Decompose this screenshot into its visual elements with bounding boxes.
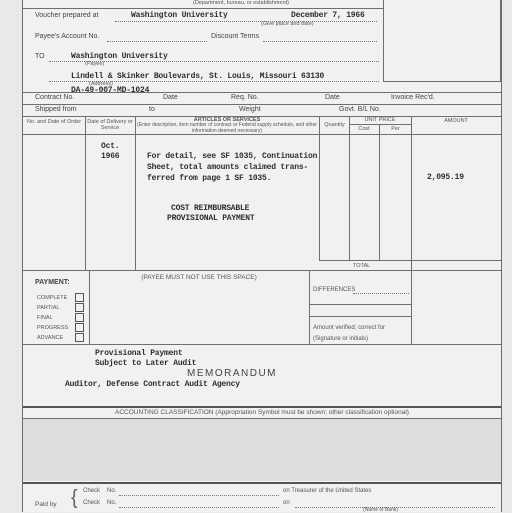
to-label: TO: [35, 53, 45, 60]
complete-checkbox[interactable]: [75, 293, 84, 302]
payment-option-complete: COMPLETE: [37, 295, 68, 301]
payment-option-partial: PARTIAL: [37, 305, 60, 311]
amount-verified-label: Amount verified; correct for: [313, 325, 386, 331]
memo-typed-line-2: Subject to Later Audit: [95, 359, 197, 368]
govt-bl-label: Govt. B/L No.: [339, 106, 381, 113]
payment-option-advance: ADVANCE: [37, 335, 64, 341]
brace-glyph: {: [71, 487, 78, 509]
col-header-cost: Cost: [358, 126, 370, 132]
shipped-from-label: Shipped from: [35, 106, 77, 113]
delivery-month: Oct.: [101, 142, 120, 151]
paid-by-label: Paid by: [35, 501, 57, 508]
check-label-2: Check: [83, 500, 101, 506]
check-no-label-1: No.: [107, 488, 117, 494]
memo-typed-line-3: Auditor, Defense Contract Audit Agency: [65, 380, 240, 389]
col-header-delivery: Date of Delivery or Service: [87, 119, 133, 131]
voucher-prepared-at-label: Voucher prepared at: [35, 12, 99, 19]
voucher-form: [22, 0, 502, 512]
col-header-articles: ARTICLES OR SERVICES: [193, 117, 261, 123]
name-of-bank-caption: (Name of Bank): [363, 507, 399, 513]
payee-caption: (Payee): [85, 61, 105, 67]
address-caption: (Address): [89, 81, 113, 87]
payment-label: PAYMENT:: [35, 279, 70, 286]
col-header-quantity: Quantity: [324, 122, 345, 128]
dept-caption: (Department, bureau, or establishment): [193, 0, 289, 6]
on-label: on: [283, 500, 290, 506]
partial-checkbox[interactable]: [75, 303, 84, 312]
weight-label: Weight: [239, 106, 261, 113]
col-header-amount: AMOUNT: [444, 118, 468, 124]
col-header-per: Per: [391, 126, 400, 132]
col-header-articles-sub: (Enter description, item number of contract or Federal supply schedule, and other information deemed necessary): [137, 122, 317, 134]
contract-no-label: Contract No.: [35, 94, 75, 101]
cost-reimbursable: COST REIMBURSABLE: [171, 204, 250, 213]
invoice-recd-label: Invoice Rec'd.: [391, 94, 435, 101]
payee-address: Lindell & Skinker Boulevards, St. Louis, Missouri 63130: [71, 72, 325, 81]
payee-name: Washington University: [71, 52, 168, 61]
signature-label: (Signature or initials): [313, 336, 369, 342]
check-no-label-2: No.: [107, 500, 117, 506]
accounting-classification-title: ACCOUNTING CLASSIFICATION (Appropriation Symbol must be shown; other classification optional): [115, 409, 409, 416]
description-line-2: Sheet, total amounts claimed trans-: [147, 163, 309, 172]
contract-number-value: DA-49-007-MD-1024: [71, 86, 150, 95]
give-place-date-caption: (Give place and date): [261, 21, 314, 27]
date-label-1: Date: [163, 94, 178, 101]
differences-label: DIFFERENCES: [313, 287, 356, 293]
payee-notice: (PAYEE MUST NOT USE THIS SPACE): [141, 274, 257, 281]
description-line-1: For detail, see SF 1035, Continuation: [147, 152, 318, 161]
memorandum-title: MEMORANDUM: [187, 368, 277, 379]
progress-checkbox[interactable]: [75, 323, 84, 332]
final-checkbox[interactable]: [75, 313, 84, 322]
payees-account-label: Payee's Account No.: [35, 33, 100, 40]
col-header-order: No. and Date of Order: [26, 119, 82, 125]
shipped-to-label: to: [149, 106, 155, 113]
top-right-box: [383, 0, 501, 82]
col-header-unit-price: UNIT PRICE: [364, 117, 396, 123]
advance-checkbox[interactable]: [75, 333, 84, 342]
provisional-payment-note: PROVISIONAL PAYMENT: [167, 214, 255, 223]
description-line-3: ferred from page 1 SF 1035.: [147, 174, 272, 183]
accounting-classification-area: [23, 419, 501, 481]
memo-typed-line-1: Provisional Payment: [95, 349, 183, 358]
payment-option-progress: PROGRESS: [37, 325, 69, 331]
discount-terms-label: Discount Terms: [211, 33, 260, 40]
voucher-prepared-at-value: Washington University: [131, 11, 228, 20]
req-no-label: Req. No.: [231, 94, 259, 101]
delivery-year: 1966: [101, 152, 120, 161]
voucher-date-value: December 7, 1966: [291, 11, 365, 20]
date-label-2: Date: [325, 94, 340, 101]
amount-value: 2,095.19: [427, 173, 464, 182]
payment-option-final: FINAL: [37, 315, 53, 321]
check-label-1: Check: [83, 488, 101, 494]
on-treasurer-label: on Treasurer of the United States: [283, 488, 372, 494]
total-label: TOTAL: [353, 263, 371, 269]
